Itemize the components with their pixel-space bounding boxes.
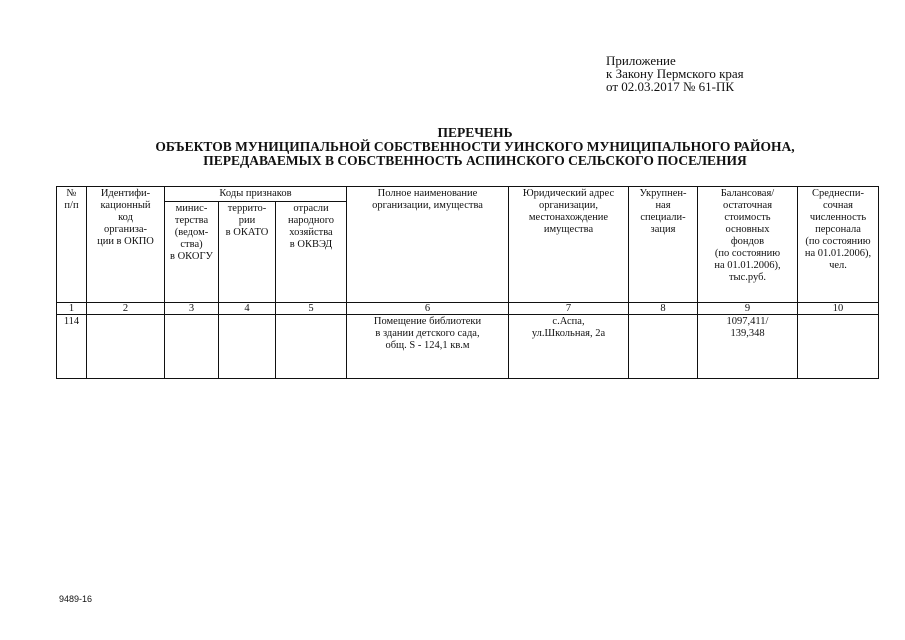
annex-line: к Закону Пермского края bbox=[606, 66, 744, 81]
column-number: 7 bbox=[509, 303, 629, 315]
column-number: 9 bbox=[698, 303, 798, 315]
header-okato: террито- рии в ОКАТО bbox=[219, 202, 276, 303]
header-okved: отрасли народного хозяйства в ОКВЭД bbox=[276, 202, 347, 303]
cell-okato bbox=[219, 315, 276, 379]
header-staff: Среднеспи- сочная численность персонала (по состоянию на 01.01.2006), чел. bbox=[798, 187, 879, 303]
cell-number: 114 bbox=[57, 315, 87, 379]
property-table bbox=[56, 186, 879, 379]
cell-specialization bbox=[629, 315, 698, 379]
column-number: 10 bbox=[798, 303, 879, 315]
title-line: ОБЪЕКТОВ МУНИЦИПАЛЬНОЙ СОБСТВЕННОСТИ УИНСКОГО МУНИЦИПАЛЬНОГО РАЙОНА, bbox=[155, 139, 795, 154]
column-number: 1 bbox=[57, 303, 87, 315]
header-okogu: минис- терства (ведом- ства) в ОКОГУ bbox=[165, 202, 219, 303]
column-number: 3 bbox=[165, 303, 219, 315]
title-line: ПЕРЕЧЕНЬ bbox=[437, 125, 513, 140]
cell-staff bbox=[798, 315, 879, 379]
column-number: 2 bbox=[87, 303, 165, 315]
table-row bbox=[57, 315, 879, 379]
header-specialization: Укрупнен- ная специали- зация bbox=[629, 187, 698, 303]
header-value: Балансовая/ остаточная стоимость основных фондов (по состоянию на 01.01.2006), тыс.руб. bbox=[698, 187, 798, 303]
annex-line: Приложение bbox=[606, 53, 676, 68]
header-codes: Коды признаков bbox=[165, 187, 347, 202]
annex-line: от 02.03.2017 № 61-ПК bbox=[606, 79, 735, 94]
document-code: 9489-16 bbox=[59, 594, 93, 604]
column-number: 4 bbox=[219, 303, 276, 315]
header-okpo: Идентифи- кационный код организа- ции в ОКПО bbox=[87, 187, 165, 303]
title-line: ПЕРЕДАВАЕМЫХ В СОБСТВЕННОСТЬ АСПИНСКОГО СЕЛЬСКОГО ПОСЕЛЕНИЯ bbox=[203, 153, 747, 168]
cell-value: 1097,411/ 139,348 bbox=[698, 315, 798, 379]
cell-address: с.Аспа, ул.Школьная, 2а bbox=[509, 315, 629, 379]
header-number: № п/п bbox=[57, 187, 87, 303]
cell-okpo bbox=[87, 315, 165, 379]
column-number-row bbox=[57, 303, 879, 315]
cell-okogu bbox=[165, 315, 219, 379]
column-number: 8 bbox=[629, 303, 698, 315]
column-number: 6 bbox=[347, 303, 509, 315]
header-address: Юридический адрес организации, местонахождение имущества bbox=[509, 187, 629, 303]
cell-okved bbox=[276, 315, 347, 379]
column-number: 5 bbox=[276, 303, 347, 315]
annex-note bbox=[606, 54, 744, 93]
header-name: Полное наименование организации, имущества bbox=[347, 187, 509, 303]
cell-name: Помещение библиотеки в здании детского сада, общ. S - 124,1 кв.м bbox=[347, 315, 509, 379]
document-title bbox=[80, 126, 870, 168]
